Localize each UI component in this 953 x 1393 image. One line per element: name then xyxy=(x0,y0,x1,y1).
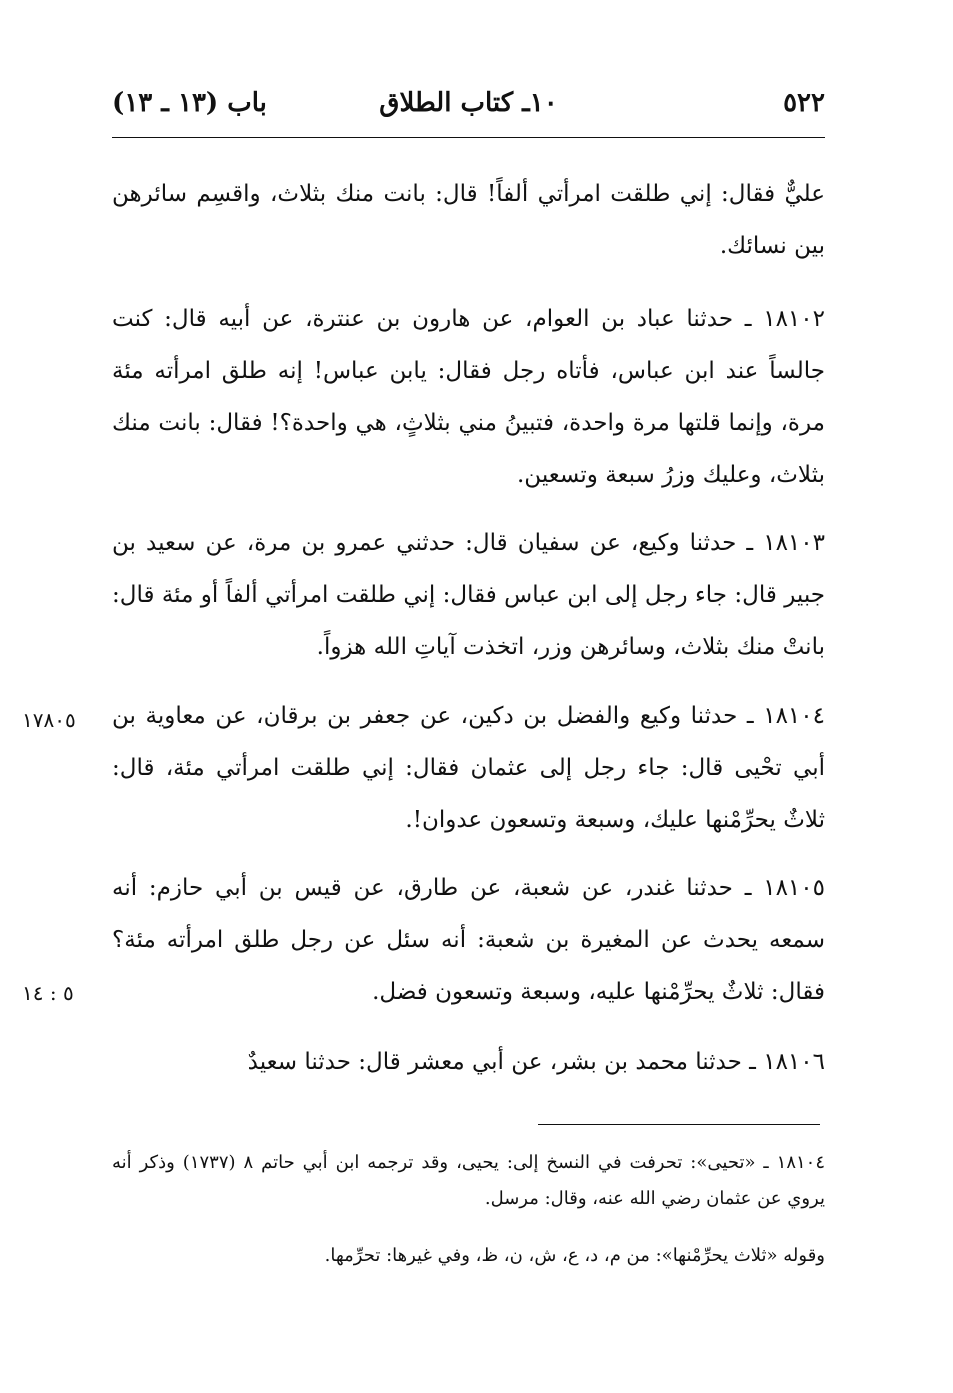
footnote-divider xyxy=(538,1124,820,1125)
chapter-label: باب (١٣ ـ ١٣) xyxy=(112,88,267,118)
page-header xyxy=(112,88,825,128)
book-title: ١٠ـ كتاب الطلاق xyxy=(379,88,558,118)
footnote-18104: ١٨١٠٤ ـ «تحيى»: تحرفت في النسخ إلى: يحيى، وقد ترجمه ابن أبي حاتم ٨ (١٧٣٧) وذكر أنه يروي عن عثمان رضي الله عنه، وقال: مرسل. xyxy=(112,1152,825,1209)
header-divider xyxy=(112,137,825,138)
margin-volume-page: ٥ : ١٤ xyxy=(22,981,74,1005)
hadith-18102: ١٨١٠٢ ـ حدثنا عباد بن العوام، عن هارون بن عنترة، عن أبيه قال: كنت جالساً عند ابن عباس، فأتاه رجل فقال: يابن عباس! إنه طلق امرأته مئة مرة، وإنما قلتها مرة واحدة، فتبينُ مني بثلاثٍ، هي واحدة؟! فقال: بانت منك بثلاث، وعليك وزرُ سبعة وتسعين. xyxy=(112,306,825,488)
hadith-18106: ١٨١٠٦ ـ حدثنا محمد بن بشر، عن أبي معشر قال: حدثنا سعيدٌ xyxy=(247,1049,825,1075)
hadith-18105: ١٨١٠٥ ـ حدثنا غندر، عن شعبة، عن طارق، عن قيس بن أبي حازم: أنه سمعه يحدث عن المغيرة بن شعبة: أنه سئل عن رجل طلق امرأته مئة؟ فقال: ثلاثٌ يحرِّمْنها عليه، وسبعة وتسعون فضل. xyxy=(112,875,825,1005)
hadith-18103: ١٨١٠٣ ـ حدثنا وكيع، عن سفيان قال: حدثني عمرو بن مرة، عن سعيد بن جبير قال: جاء رجل إلى ابن عباس فقال: إني طلقت امرأتي ألفاً أو مئة قال: بانتْ منك بثلاث، وسائرهن وزر، اتخذت آياتِ الله هزواً. xyxy=(112,530,825,660)
paragraph-continuation: عليٌّ فقال: إني طلقت امرأتي ألفاً! قال: بانت منك بثلاث، واقسِم سائرهن بين نسائك. xyxy=(112,181,825,259)
hadith-18104: ١٨١٠٤ ـ حدثنا وكيع والفضل بن دكين، عن جعفر بن برقان، عن معاوية بن أبي تحْيى قال: جاء رجل إلى عثمان فقال: إني طلقت امرأتي مئة، قال: ثلاثٌ يحرِّمْنها عليك، وسبعة وتسعون عدوان!. xyxy=(112,703,825,833)
footnote-variant-reading: وقوله «ثلاث يحرِّمْنها»: من م، د، ع، ش، ن، ظ، وفي غيرها: تحرِّمها. xyxy=(324,1245,825,1266)
margin-reference-number: ١٧٨٠٥ xyxy=(22,708,76,732)
page-number: ٥٢٢ xyxy=(783,88,825,118)
